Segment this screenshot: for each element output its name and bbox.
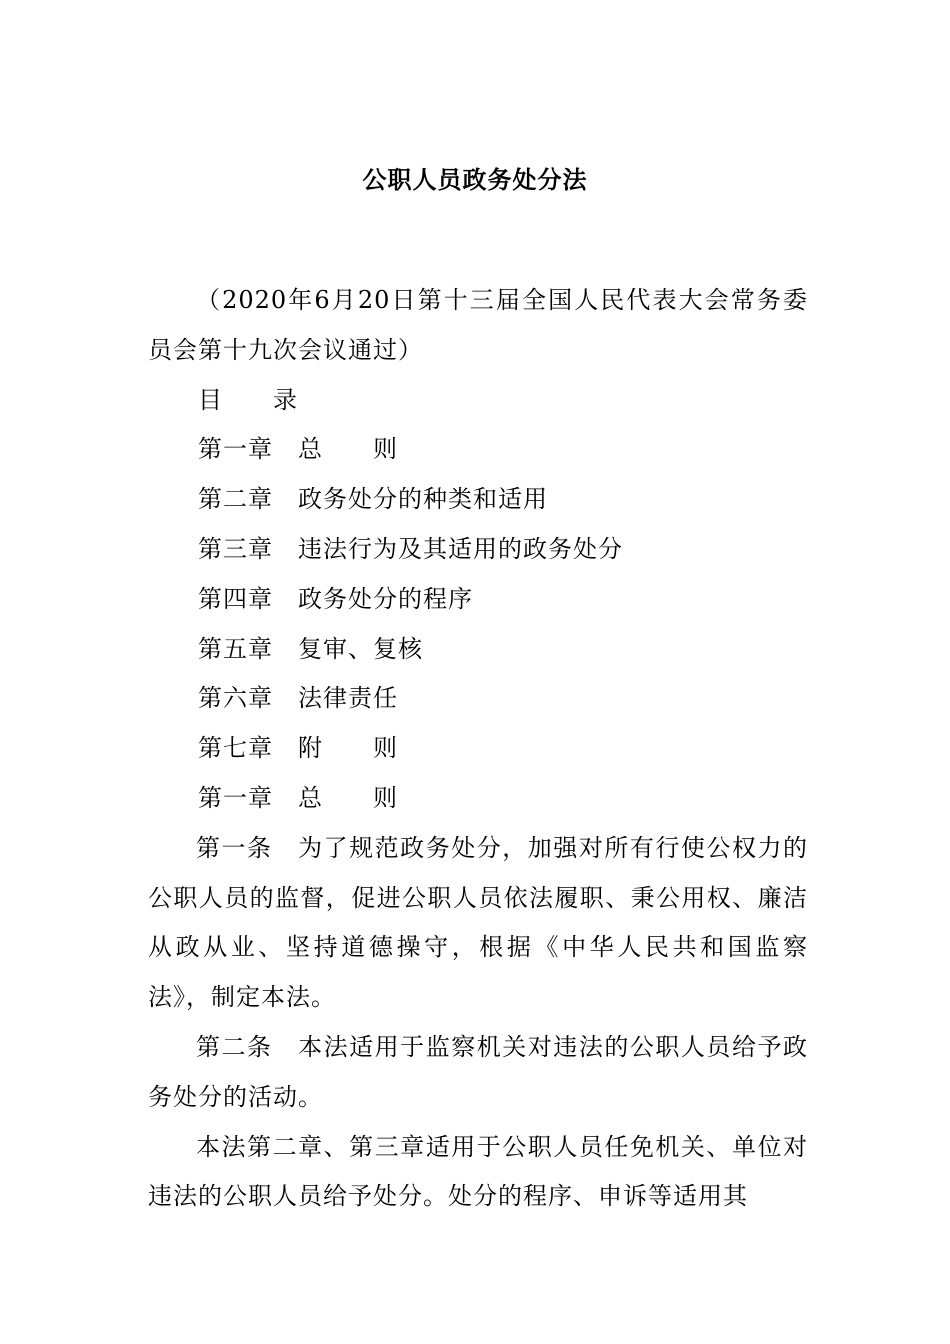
toc-chapter-name: 复审、复核 [298, 634, 423, 663]
toc-item [148, 475, 808, 525]
chapter-number: 第一章 [198, 783, 273, 812]
adoption-note: （2020年6月20日第十三届全国人民代表大会常务委员会第十九次会议通过） [148, 286, 808, 364]
document-title: 公职人员政务处分法 [362, 165, 588, 194]
toc-item [148, 625, 808, 675]
toc-chapter-number: 第三章 [198, 534, 273, 563]
table-of-contents [148, 425, 808, 774]
toc-chapter-name: 违法行为及其适用的政务处分 [298, 534, 623, 563]
toc-chapter-number: 第五章 [198, 634, 273, 663]
toc-item [148, 724, 808, 774]
toc-chapter-name: 总 则 [298, 435, 398, 464]
toc-chapter-name: 法律责任 [298, 684, 398, 713]
article-1: 第一条 为了规范政务处分，加强对所有行使公权力的公职人员的监督，促进公职人员依法履职、秉公用权、廉洁从政从业、坚持道德操守，根据《中华人民共和国监察法》，制定本法。 [148, 833, 808, 1012]
toc-chapter-name: 政务处分的种类和适用 [298, 485, 548, 514]
toc-chapter-number: 第一章 [198, 435, 273, 464]
toc-chapter-number: 第二章 [198, 485, 273, 514]
toc-item [148, 674, 808, 724]
toc-chapter-number: 第六章 [198, 684, 273, 713]
article-2-paragraph-2: 本法第二章、第三章适用于公职人员任免机关、单位对违法的公职人员给予处分。处分的程序、申诉等适用其 [148, 1132, 808, 1211]
document-body [148, 276, 808, 1222]
toc-item [148, 525, 808, 575]
chapter-heading [148, 774, 808, 824]
toc-chapter-number: 第七章 [198, 734, 273, 763]
chapter-name: 总 则 [298, 783, 398, 812]
toc-heading: 目 录 [198, 385, 298, 414]
toc-item [148, 425, 808, 475]
toc-chapter-name: 政务处分的程序 [298, 584, 473, 613]
toc-item [148, 575, 808, 625]
article-2: 第二条 本法适用于监察机关对违法的公职人员给予政务处分的活动。 [148, 1032, 808, 1111]
toc-chapter-name: 附 则 [298, 734, 398, 763]
toc-chapter-number: 第四章 [198, 584, 273, 613]
